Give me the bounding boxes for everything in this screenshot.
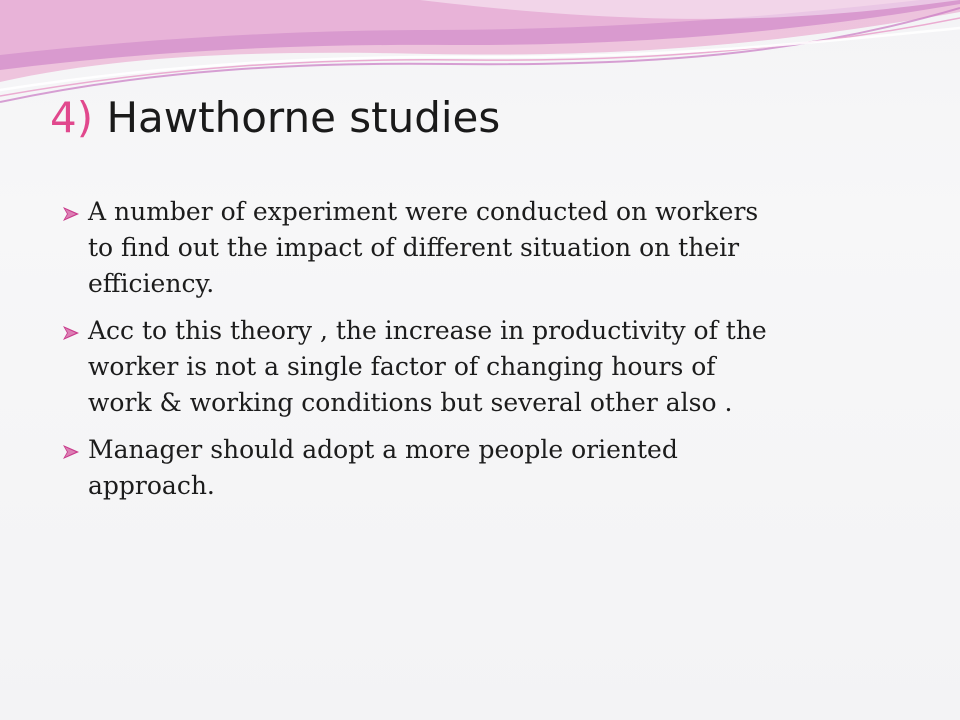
bullet-line: A number of experiment were conducted on workers — [88, 197, 759, 226]
slide-title — [50, 88, 500, 148]
title-number: 4) — [50, 93, 94, 142]
arrowhead-bullet-icon — [62, 206, 80, 222]
bullet-line: worker is not a single factor of changing hours of — [88, 352, 716, 381]
bullet-line: efficiency. — [88, 269, 215, 298]
bullet-line: work & working conditions but several other also . — [88, 388, 733, 417]
bullet-item — [62, 194, 902, 302]
bullet-line: to find out the impact of different situation on their — [88, 233, 740, 262]
bullet-line: approach. — [88, 471, 215, 500]
bullet-line: Manager should adopt a more people oriented — [88, 435, 678, 464]
bullet-item — [62, 432, 902, 504]
bullet-list — [62, 194, 902, 515]
bullet-line: Acc to this theory , the increase in productivity of the — [88, 316, 767, 345]
arrowhead-bullet-icon — [62, 325, 80, 341]
arrowhead-bullet-icon — [62, 444, 80, 460]
bullet-item — [62, 313, 902, 421]
title-text: Hawthorne studies — [106, 93, 501, 142]
